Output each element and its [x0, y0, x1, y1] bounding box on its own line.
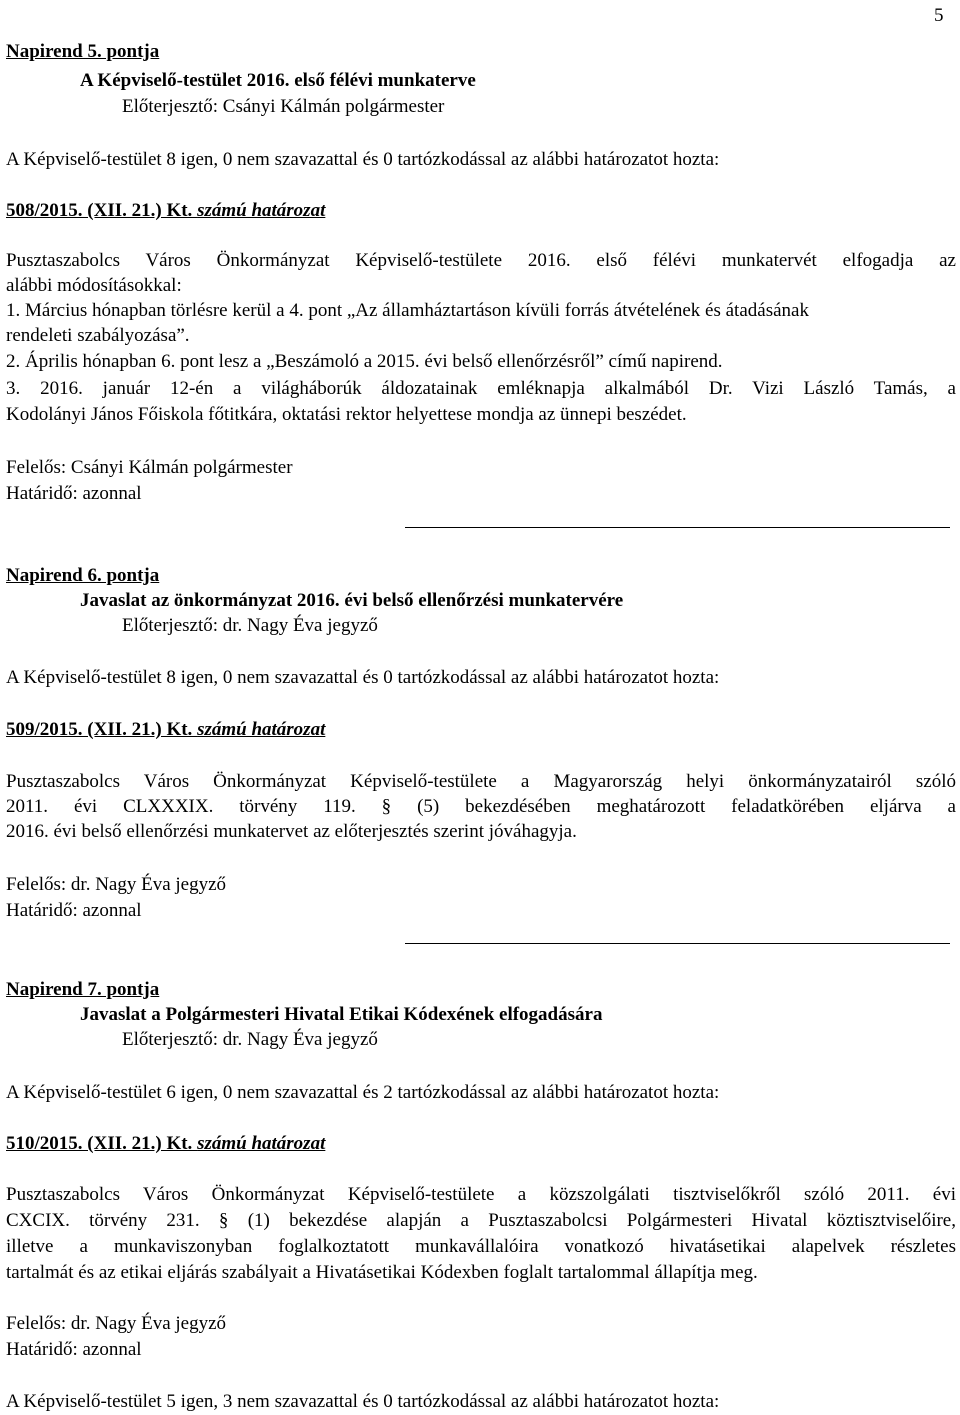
resolution-text-line: alábbi módosításokkal:: [6, 275, 182, 296]
resolution-number: [6, 199, 325, 223]
responsible-person: Felelős: dr. Nagy Éva jegyző: [6, 874, 227, 895]
resolution-number-id: 509/2015. (XII. 21.) Kt.: [6, 719, 198, 740]
page-number: 5: [934, 5, 944, 26]
resolution-number-label: számú határozat: [197, 200, 326, 221]
deadline: Határidő: azonnal: [6, 483, 142, 504]
section-divider: [405, 943, 950, 944]
deadline: Határidő: azonnal: [6, 1339, 142, 1360]
responsible-person: Felelős: Csányi Kálmán polgármester: [6, 457, 293, 478]
presenter: Előterjesztő: dr. Nagy Éva jegyző: [122, 615, 378, 636]
resolution-text-line: rendeleti szabályozása”.: [6, 325, 190, 346]
agenda-title: Javaslat a Polgármesteri Hivatal Etikai Kódexének elfogadására: [80, 1004, 603, 1025]
resolution-text-line: 2. Április hónapban 6. pont lesz a „Beszámoló a 2015. évi belső ellenőrzésről” című napirend.: [6, 351, 723, 372]
resolution-number-id: 508/2015. (XII. 21.) Kt.: [6, 200, 198, 221]
resolution-text-line: 2016. évi belső ellenőrzési munkatervet az előterjesztés szerint jóváhagyja.: [6, 821, 577, 842]
vote-statement: A Képviselő-testület 5 igen, 3 nem szavazattal és 0 tartózkodással az alábbi határozatot hozta:: [6, 1391, 720, 1412]
resolution-text-line: 2011. évi CLXXXIX. törvény 119. § (5) bekezdésében meghatározott feladatkörében eljárva a: [6, 796, 956, 817]
resolution-number-label: számú határozat: [197, 719, 326, 740]
resolution-text-line: Pusztaszabolcs Város Önkormányzat Képviselő-testülete a Magyarország helyi önkormányzatairól szóló: [6, 771, 956, 792]
resolution-text-line: Pusztaszabolcs Város Önkormányzat Képviselő-testülete a közszolgálati tisztviselőkről szóló 2011. évi: [6, 1184, 956, 1205]
section-divider: [405, 527, 950, 528]
vote-statement: A Képviselő-testület 8 igen, 0 nem szavazattal és 0 tartózkodással az alábbi határozatot hozta:: [6, 149, 720, 170]
resolution-number-label: számú határozat: [197, 1133, 326, 1154]
resolution-text-line: tartalmát és az etikai eljárás szabályait a Hivatásetikai Kódexben foglalt tartalommal állapítja meg.: [6, 1262, 758, 1283]
vote-statement: A Képviselő-testület 6 igen, 0 nem szavazattal és 2 tartózkodással az alábbi határozatot hozta:: [6, 1082, 720, 1103]
presenter: Előterjesztő: Csányi Kálmán polgármester: [122, 96, 445, 117]
presenter: Előterjesztő: dr. Nagy Éva jegyző: [122, 1029, 378, 1050]
agenda-title: Javaslat az önkormányzat 2016. évi belső ellenőrzési munkatervére: [80, 590, 624, 611]
vote-statement: A Képviselő-testület 8 igen, 0 nem szavazattal és 0 tartózkodással az alábbi határozatot hozta:: [6, 667, 720, 688]
resolution-text-line: Kodolányi János Főiskola főtitkára, oktatási rektor helyettese mondja az ünnepi beszédet.: [6, 404, 687, 425]
resolution-number: [6, 1132, 325, 1156]
agenda-title: A Képviselő-testület 2016. első félévi munkaterve: [80, 70, 476, 91]
deadline: Határidő: azonnal: [6, 900, 142, 921]
responsible-person: Felelős: dr. Nagy Éva jegyző: [6, 1313, 227, 1334]
resolution-number-id: 510/2015. (XII. 21.) Kt.: [6, 1133, 198, 1154]
agenda-heading: Napirend 6. pontja: [6, 565, 160, 586]
resolution-text-line: Pusztaszabolcs Város Önkormányzat Képviselő-testülete 2016. első félévi munkatervét elfogadja az: [6, 250, 956, 271]
agenda-heading: Napirend 5. pontja: [6, 41, 160, 62]
resolution-number: [6, 718, 325, 742]
resolution-text-line: 1. Március hónapban törlésre kerül a 4. pont „Az államháztartáson kívüli forrás átvételének és átadásának: [6, 300, 809, 321]
resolution-text-line: CXCIX. törvény 231. § (1) bekezdése alapján a Pusztaszabolcsi Polgármesteri Hivatal köztisztviselőire,: [6, 1210, 956, 1231]
agenda-heading: Napirend 7. pontja: [6, 979, 160, 1000]
resolution-text-line: 3. 2016. január 12-én a világháborúk áldozatainak emléknapja alkalmából Dr. Vizi László Tamás, a: [6, 378, 956, 399]
resolution-text-line: illetve a munkaviszonyban foglalkoztatott munkavállalóira vonatkozó hivatásetikai alapelvek részletes: [6, 1236, 956, 1257]
